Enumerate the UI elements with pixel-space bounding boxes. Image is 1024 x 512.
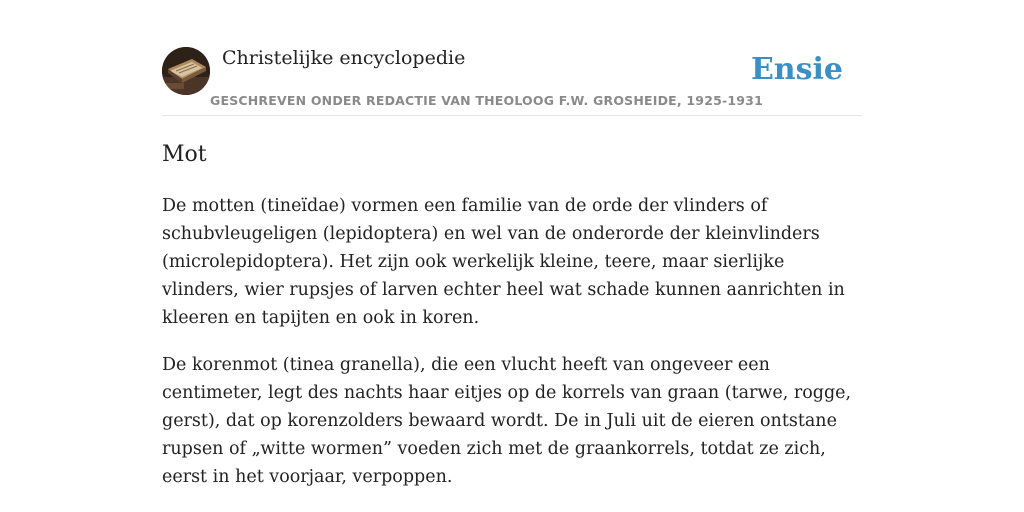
- brand-logo-link[interactable]: Ensie: [750, 52, 843, 87]
- site-subtitle: GESCHREVEN ONDER REDACTIE VAN THEOLOOG F.W. GROSHEIDE, 1925-1931: [210, 93, 763, 108]
- page-header: [162, 46, 862, 116]
- article-body: [162, 192, 862, 510]
- article-paragraph: De korenmot (tinea granella), die een vlucht heeft van ongeveer een centimeter, legt des nachts haar eitjes op de korrels van graan (tarwe, rogge, gerst), dat op korenzolders bewaard wordt. De in Juli uit de eieren ontstane rupsen of „witte wormen” voeden zich met de graankorrels, totdat ze zich, eerst in het voorjaar, verpoppen.: [162, 355, 852, 487]
- encyclopedia-avatar-icon[interactable]: [162, 47, 210, 95]
- site-title[interactable]: Christelijke encyclopedie: [222, 47, 466, 69]
- article-title: Mot: [162, 142, 207, 167]
- article-paragraph: De motten (tineïdae) vormen een familie van de orde der vlinders of schubvleugeligen (lepidoptera) en wel van de onderorde der kleinvlinders (microlepidoptera). Het zijn ook werkelijk kleine, teere, maar sierlijke vlinders, wier rupsjes of larven echter heel wat schade kunnen aanrichten in kleeren en tapijten en ook in koren.: [162, 196, 845, 328]
